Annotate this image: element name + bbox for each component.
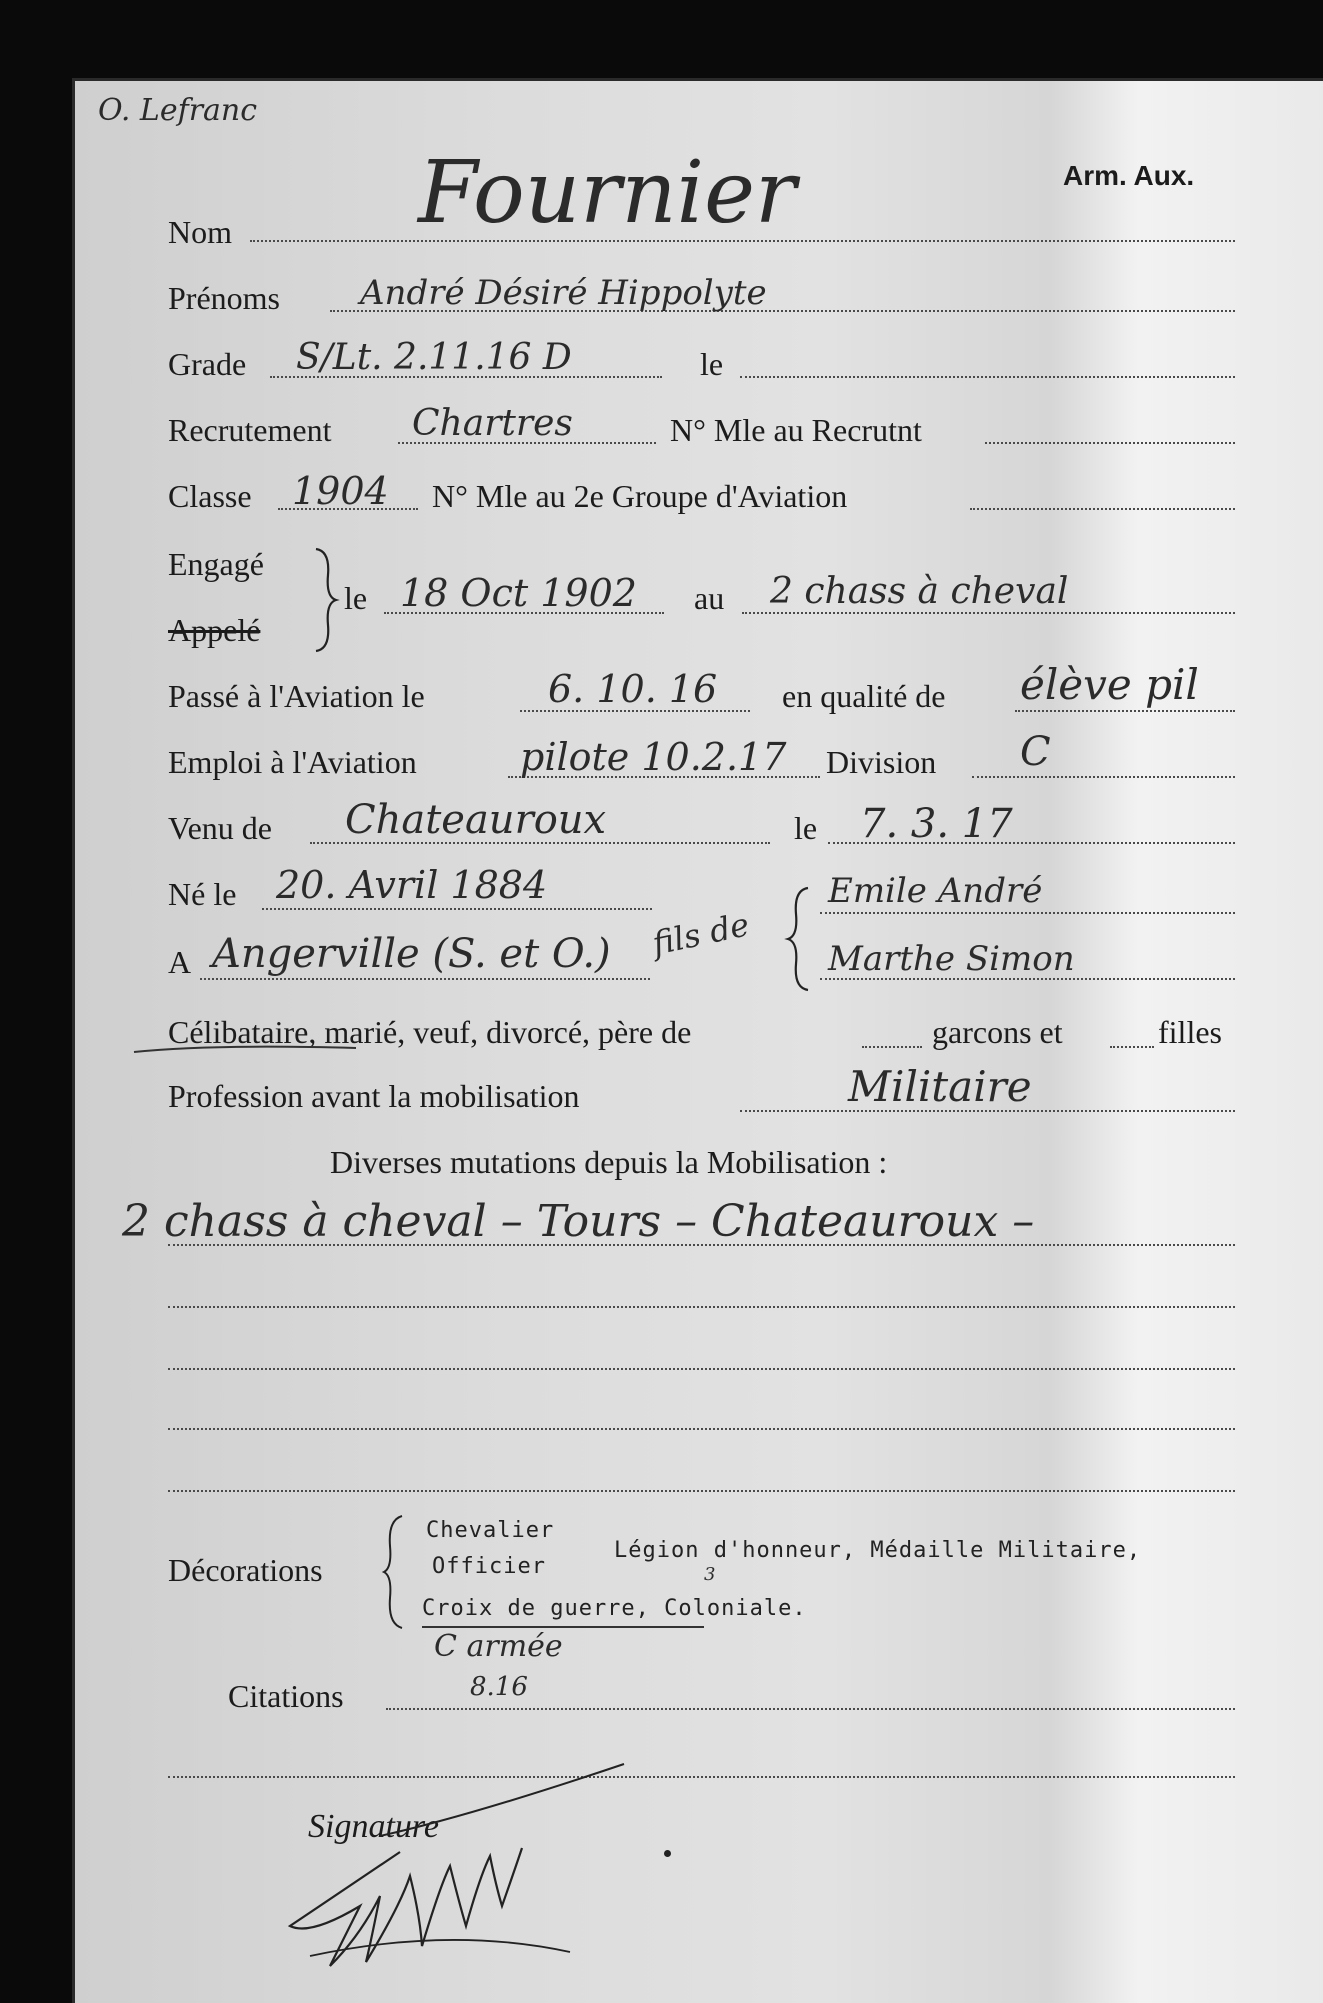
filles-label: filles bbox=[1158, 1014, 1222, 1050]
garcons-label: garcons et bbox=[932, 1014, 1063, 1050]
etat-civil-label: Célibataire, marié, veuf, divorcé, père de bbox=[168, 1014, 692, 1050]
grade-label: Grade bbox=[168, 346, 247, 382]
venu-de-label: Venu de bbox=[168, 810, 272, 846]
legion-label: Légion d'honneur, Médaille Militaire, bbox=[614, 1538, 1142, 1563]
decoration-mark: 3 bbox=[704, 1564, 716, 1585]
nom-label: Nom bbox=[168, 214, 232, 250]
venu-le-value: 7. 3. 17 bbox=[860, 801, 1013, 847]
prenoms-label: Prénoms bbox=[168, 280, 280, 316]
classe-value: 1904 bbox=[292, 469, 389, 513]
filles-count-line bbox=[1110, 1046, 1154, 1048]
passe-aviation-value: 6. 10. 16 bbox=[548, 667, 718, 711]
croix-label: Croix de guerre, Coloniale. bbox=[422, 1596, 807, 1621]
ne-le-label: Né le bbox=[168, 876, 237, 912]
arm-aux-label: Arm. Aux. bbox=[1063, 160, 1195, 191]
nom-value: Fournier bbox=[418, 143, 797, 243]
celibataire-underline bbox=[130, 1040, 360, 1060]
passe-aviation-label: Passé à l'Aviation le bbox=[168, 678, 425, 714]
venu-de-value: Chateauroux bbox=[345, 797, 607, 843]
profession-value: Militaire bbox=[848, 1062, 1032, 1111]
engage-label: Engagé bbox=[168, 546, 264, 582]
grade-value: S/Lt. 2.11.16 D bbox=[296, 337, 572, 378]
engage-unit-value: 2 chass à cheval bbox=[770, 571, 1069, 612]
mutations-line-5 bbox=[168, 1490, 1235, 1492]
parents-brace bbox=[782, 884, 816, 994]
mutations-line-4 bbox=[168, 1428, 1235, 1430]
corner-annotation: O. Lefranc bbox=[98, 93, 258, 128]
classe-label: Classe bbox=[168, 478, 252, 514]
ink-dot bbox=[664, 1850, 671, 1857]
ne-le-line bbox=[262, 908, 652, 910]
decorations-brace bbox=[380, 1512, 410, 1632]
signature-scribble bbox=[270, 1756, 630, 1976]
division-label: Division bbox=[826, 744, 937, 780]
prenoms-value: André Désiré Hippolyte bbox=[360, 273, 767, 313]
en-qualite-label: en qualité de bbox=[782, 678, 946, 714]
citations-date: 8.16 bbox=[470, 1672, 528, 1702]
no-mle-recrut-line bbox=[985, 442, 1235, 444]
no-mle-groupe-label: N° Mle au 2e Groupe d'Aviation bbox=[432, 478, 848, 514]
appele-label: Appelé bbox=[168, 612, 261, 648]
officier-label: Officier bbox=[432, 1554, 546, 1579]
division-value: C bbox=[1020, 729, 1051, 775]
recrutement-value: Chartres bbox=[412, 403, 573, 444]
profession-label: Profession avant la mobilisation bbox=[168, 1078, 580, 1114]
pere-line bbox=[820, 912, 1235, 914]
engage-au-line bbox=[742, 612, 1235, 614]
decorations-label: Décorations bbox=[168, 1552, 323, 1588]
citations-label: Citations bbox=[228, 1678, 344, 1714]
grade-le-line bbox=[740, 376, 1235, 378]
mutations-line-2 bbox=[168, 1306, 1235, 1308]
chevalier-label: Chevalier bbox=[426, 1518, 555, 1543]
emploi-aviation-label: Emploi à l'Aviation bbox=[168, 744, 417, 780]
citations-line-1 bbox=[386, 1708, 1235, 1710]
en-qualite-value: élève pil bbox=[1020, 660, 1199, 709]
emploi-aviation-value: pilote 10.2.17 bbox=[520, 735, 787, 779]
engage-le-label: le bbox=[344, 580, 368, 616]
venu-le-label: le bbox=[794, 810, 818, 846]
mutations-line-1 bbox=[168, 1244, 1235, 1246]
lieu-value: Angerville (S. et O.) bbox=[212, 931, 611, 977]
grade-le-label: le bbox=[700, 346, 724, 382]
fils-de-label: fils de bbox=[649, 905, 753, 963]
no-mle-recrut-label: N° Mle au Recrutnt bbox=[670, 412, 922, 448]
pere-value: Emile André bbox=[828, 871, 1043, 911]
recrutement-label: Recrutement bbox=[168, 412, 332, 448]
engage-date-value: 18 Oct 1902 bbox=[400, 571, 637, 615]
citations-armee: C armée bbox=[434, 1629, 563, 1664]
garcons-count-line bbox=[862, 1046, 922, 1048]
no-mle-groupe-line bbox=[970, 508, 1235, 510]
engage-brace bbox=[306, 545, 340, 655]
signature-label: Signature bbox=[308, 1808, 439, 1845]
engage-au-label: au bbox=[694, 580, 725, 616]
division-line bbox=[972, 776, 1235, 778]
lieu-line bbox=[200, 978, 650, 980]
mutations-value: 2 chass à cheval – Tours – Chateauroux – bbox=[122, 1196, 1035, 1247]
mutations-title: Diverses mutations depuis la Mobilisation : bbox=[330, 1144, 888, 1180]
ne-le-value: 20. Avril 1884 bbox=[276, 863, 548, 907]
croix-underline bbox=[422, 1626, 704, 1628]
lieu-label: A bbox=[168, 944, 192, 980]
en-qualite-line bbox=[1015, 710, 1235, 712]
mere-value: Marthe Simon bbox=[828, 939, 1075, 979]
mutations-line-3 bbox=[168, 1368, 1235, 1370]
